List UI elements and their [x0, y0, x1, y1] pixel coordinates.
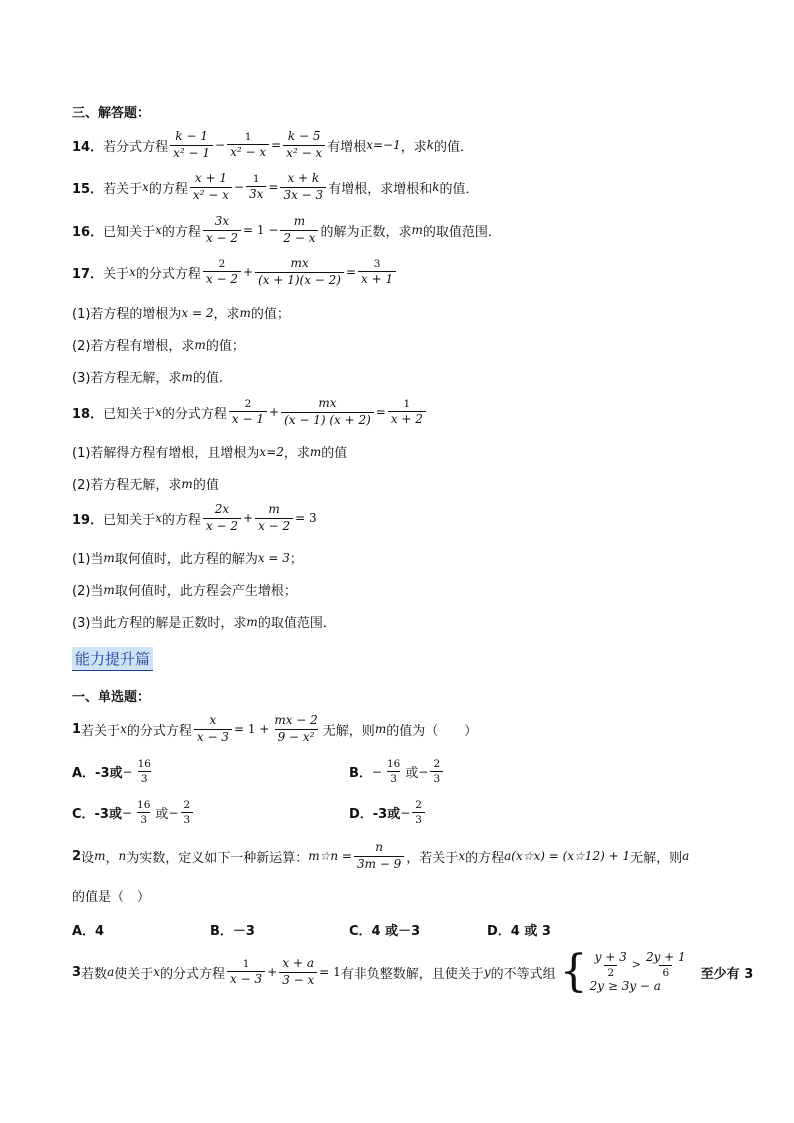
question-text: (3)当此方程的解是正数时，求	[72, 616, 247, 631]
fraction: $\frac{x + a}{3 - x}$	[279, 957, 317, 988]
math-variable: m	[309, 444, 322, 459]
fraction: $\frac{mx}{(x - 1) (x + 2)}$	[281, 397, 374, 428]
math-variable: m	[103, 582, 115, 597]
mc2-option-d[interactable]	[487, 920, 551, 939]
question-19-part-2	[72, 580, 297, 599]
question-text: 若分式方程	[103, 139, 169, 155]
fraction: $\frac{1}{\text{x² − x}}$	[227, 131, 269, 160]
mc2-option-c[interactable]	[349, 920, 420, 939]
question-text: 已知关于	[103, 512, 156, 528]
question-number: 2	[72, 848, 82, 864]
question-text: 若关于	[103, 181, 143, 197]
fraction: $\frac{m}{2 - x}$	[280, 215, 318, 246]
mc-question-3: 3 若数 a 使关于 x 的分式方程 $\frac{1}{x - 3}$ + $\frac{x + a}{3 - x}$ = 1 有非负整数解，且使关于 y 的不等式组 { $\frac{y + 3}{2}$ > $\frac{2y + 1}{6}$ 2y ≥ 3y − a 至少有 3	[72, 946, 754, 997]
math-variable: x	[155, 405, 162, 420]
question-number: 16．	[72, 224, 104, 240]
math-variable: m	[103, 550, 115, 565]
math-variable: m	[246, 614, 258, 629]
question-number: 18．	[72, 406, 104, 422]
question-text: 的分式方程	[160, 966, 226, 982]
mc1-option-c[interactable]	[72, 799, 195, 826]
question-text: (2)若方程有增根，求	[72, 339, 195, 354]
question-text: 的值	[321, 446, 348, 461]
math-operator: = 1 −	[243, 223, 279, 238]
question-text: 的值是（ ）	[72, 890, 151, 905]
question-text: 已知关于	[103, 224, 156, 240]
question-number: 14．	[72, 139, 104, 155]
math-variable: k	[426, 138, 435, 153]
math-operator: = 3	[295, 511, 317, 526]
question-text: 有增根，求增根和	[328, 181, 433, 197]
fraction: $\frac{2}{x - 1}$	[229, 398, 267, 427]
fraction: $\frac{3}{x + 1}$	[358, 258, 396, 287]
option-label: C．4 或－3	[349, 924, 421, 939]
math-condition: x = 2	[181, 305, 214, 320]
question-18-part-1	[72, 442, 347, 461]
mc-question-2-line-2	[72, 886, 150, 905]
fraction: $\frac{16}{3}$	[137, 799, 151, 827]
math-variable: m	[181, 476, 193, 491]
option-label: A．-3或	[72, 766, 123, 782]
question-text: 的分式方程	[135, 266, 201, 282]
option-label: B．	[349, 766, 372, 782]
option-label: D．4 或 3	[487, 924, 551, 939]
question-text: 关于	[103, 266, 130, 282]
math-variable: x	[458, 849, 466, 864]
math-variable: m	[94, 849, 106, 864]
question-text: ，求	[213, 307, 240, 322]
question-number: 1	[72, 721, 82, 737]
math-operator: −	[168, 805, 179, 820]
math-variable: x	[155, 511, 162, 526]
math-variable: x	[129, 265, 136, 280]
fraction: $\frac{y + 3}{2}$	[594, 949, 627, 980]
math-variable: m	[194, 337, 206, 352]
math-expression: m☆n =	[308, 849, 352, 864]
question-number: 17．	[72, 266, 104, 282]
question-text: ；	[289, 552, 303, 567]
question-text: 的不等式组	[490, 966, 556, 982]
question-number: 19．	[72, 512, 104, 528]
math-variable: m	[411, 223, 423, 238]
question-text: 的分式方程	[161, 406, 227, 422]
mc-question-1	[72, 714, 477, 745]
fraction: $\frac{mx - 2}{\text{9 − x²}}$	[274, 713, 318, 744]
question-text: 取何值时，此方程会产生增根；	[114, 584, 297, 599]
question-text: 取何值时，此方程的解为	[114, 552, 258, 567]
fraction: $\frac{3x}{x - 2}$	[203, 215, 241, 246]
fraction: $\frac{1}{x + 2}$	[388, 398, 426, 427]
heading-text: 一、单选题：	[72, 690, 151, 705]
question-text: 已知关于	[103, 406, 156, 422]
math-variable: m	[181, 369, 193, 384]
question-text: ，求	[400, 139, 427, 155]
math-variable: n	[118, 849, 127, 864]
fraction: $\frac{1}{x - 3}$	[227, 958, 265, 987]
fraction: $\frac{16}{3}$	[386, 758, 401, 786]
question-15: 15． 若关于 x 的方程 $\frac{x + 1}{\text{x² − x}}$ − $\frac{1}{3x}$ = $\frac{x + k}{3x - 3}$ 有增根，求增根和 k 的值．	[72, 171, 479, 202]
section-heading-answer	[72, 102, 150, 121]
math-condition: x = 3	[257, 550, 290, 565]
question-17-part-1	[72, 303, 290, 322]
question-text: 的值；	[205, 339, 245, 354]
fraction: $\frac{2x}{x - 2}$	[203, 503, 241, 534]
fraction: $\frac{mx}{(x + 1)(x - 2)}$	[255, 257, 344, 288]
math-variable: x	[153, 965, 161, 979]
question-text: 无解，则	[322, 723, 375, 739]
fraction: $\frac{2}{3}$	[412, 799, 425, 826]
question-text: 的方程	[161, 512, 201, 528]
option-label: B．－3	[210, 924, 255, 939]
question-16	[72, 215, 501, 246]
fraction: $\frac{x + 1}{\text{x² − x}}$	[190, 172, 232, 203]
question-text: (1)若方程的增根为	[72, 307, 182, 322]
question-text: (1)若解得方程有增根，且增根为	[72, 446, 260, 461]
math-operator: = 1	[319, 965, 341, 979]
math-operator: −	[121, 805, 133, 820]
question-18: 18． 已知关于 x 的分式方程 $\frac{2}{x - 1}$ + $\frac{mx}{(x - 1) (x + 2)}$ = $\frac{1}{x + 2}$	[72, 397, 428, 428]
question-text: 使关于	[114, 966, 154, 982]
fraction: $\frac{k - 1}{\text{x² − 1}}$	[170, 130, 213, 161]
question-text: 设	[81, 850, 95, 866]
option-text: 或	[405, 766, 419, 782]
inequality-system: { $\frac{y + 3}{2}$ > $\frac{2y + 1}{6}$ 2y ≥ 3y − a	[560, 950, 691, 994]
math-operator: −	[371, 764, 382, 779]
option-label: D．-3或	[349, 807, 401, 823]
fraction: $\frac{2}{3}$	[181, 799, 194, 826]
math-variable: m	[374, 722, 387, 737]
math-condition: x=2	[259, 444, 284, 459]
mc1-option-a[interactable]	[72, 758, 156, 785]
question-text: (1)当	[72, 552, 104, 567]
mc1-option-b[interactable]	[349, 758, 445, 785]
math-expression: a(x☆x) = (x☆12) + 1	[504, 849, 631, 864]
mc1-option-d[interactable]	[349, 799, 427, 826]
question-text: 的方程	[148, 181, 188, 197]
question-text: 有非负整数解，且使关于	[340, 966, 484, 982]
question-text: (3)若方程无解，求	[72, 371, 182, 386]
fraction: $\frac{k - 5}{\text{x² − x}}$	[283, 130, 325, 161]
option-label: A．4	[72, 924, 105, 939]
math-condition: x=−1	[366, 138, 401, 153]
question-text: 的值．	[434, 139, 474, 155]
fraction: $\frac{2}{3}$	[430, 758, 443, 785]
math-variable: x	[120, 722, 127, 737]
inequality-row: 2y ≥ 3y − a	[589, 979, 661, 994]
question-text: 的取值范围．	[257, 616, 336, 631]
math-operator: −	[418, 764, 429, 779]
question-text: 的值．	[439, 181, 479, 197]
question-text: ，求	[283, 446, 310, 461]
question-19-part-3	[72, 612, 336, 631]
question-18-part-2	[72, 474, 219, 493]
math-variable: y	[483, 965, 491, 979]
heading-text: 三、解答题：	[72, 106, 151, 121]
question-text: 为实数，定义如下一种新运算：	[126, 850, 309, 866]
question-text: 的分式方程	[126, 723, 192, 739]
question-text: 的值；	[250, 307, 290, 322]
section-heading-single	[72, 686, 150, 705]
math-operator: = 1 +	[233, 722, 270, 737]
fraction: $\frac{m}{x - 2}$	[255, 503, 293, 534]
question-text: ，	[105, 850, 119, 866]
question-text: 若数	[81, 966, 108, 982]
math-variable: x	[142, 180, 149, 195]
fraction: $\frac{1}{3x}$	[246, 173, 266, 202]
question-number: 3	[72, 964, 82, 980]
fraction: $\frac{x}{x - 3}$	[194, 714, 232, 745]
math-variable: k	[432, 180, 440, 195]
fraction: $\frac{16}{3}$	[137, 758, 151, 786]
question-text: 的值.	[192, 371, 223, 386]
option-label: C．-3或	[72, 807, 122, 823]
option-text: 或	[155, 807, 169, 823]
question-text: 至少有 3	[700, 966, 754, 982]
math-operator: −	[122, 764, 133, 779]
question-text: 的值为（ ）	[386, 723, 478, 739]
question-text: 若关于	[81, 723, 121, 739]
fraction: $\frac{x + k}{3x - 3}$	[280, 172, 326, 203]
question-19-part-1	[72, 548, 303, 567]
question-text: 的取值范围．	[422, 224, 501, 240]
question-text: 有增根	[327, 139, 367, 155]
mc2-option-b[interactable]	[210, 920, 255, 939]
question-text: 无解，则	[630, 850, 683, 866]
math-variable: x	[155, 223, 162, 238]
question-text: 的值	[192, 478, 219, 493]
fraction: $\frac{n}{3m - 9}$	[354, 841, 404, 872]
question-text: (2)若方程无解，求	[72, 478, 182, 493]
question-text: 的方程	[161, 224, 201, 240]
question-text: ，若关于	[406, 850, 459, 866]
question-number: 15．	[72, 181, 104, 197]
section-title: 能力提升篇	[75, 650, 151, 668]
question-17-part-2	[72, 335, 245, 354]
math-variable: a	[682, 849, 690, 864]
math-operator: −	[400, 805, 411, 820]
math-variable: a	[107, 965, 115, 979]
question-17-part-3	[72, 367, 223, 386]
question-text: 的方程	[465, 850, 505, 866]
question-17: 17． 关于 x 的分式方程 $\frac{2}{x - 2}$ + $\frac{mx}{(x + 1)(x - 2)}$ = $\frac{3}{x + 1}$	[72, 257, 398, 288]
fraction: $\frac{2y + 1}{6}$	[645, 949, 686, 980]
mc2-option-a[interactable]	[72, 920, 104, 939]
question-text: 的解为正数，求	[320, 224, 412, 240]
question-19: 19． 已知关于 x 的方程 $\frac{2x}{x - 2}$ + $\frac{m}{x - 2}$ = 3	[72, 502, 317, 533]
question-text: (2)当	[72, 584, 104, 599]
question-14: 14． 若分式方程 $\frac{k - 1}{\text{x² − 1}}$ − $\frac{1}{\text{x² − x}}$ = $\frac{k - 5}{\text{x² − x}}$ 有增根 x=−1 ，求 k 的值．	[72, 129, 474, 160]
mc-question-2	[72, 841, 689, 872]
fraction: $\frac{2}{x - 2}$	[203, 258, 241, 287]
math-variable: m	[239, 305, 251, 320]
section-title-banner	[72, 647, 153, 671]
